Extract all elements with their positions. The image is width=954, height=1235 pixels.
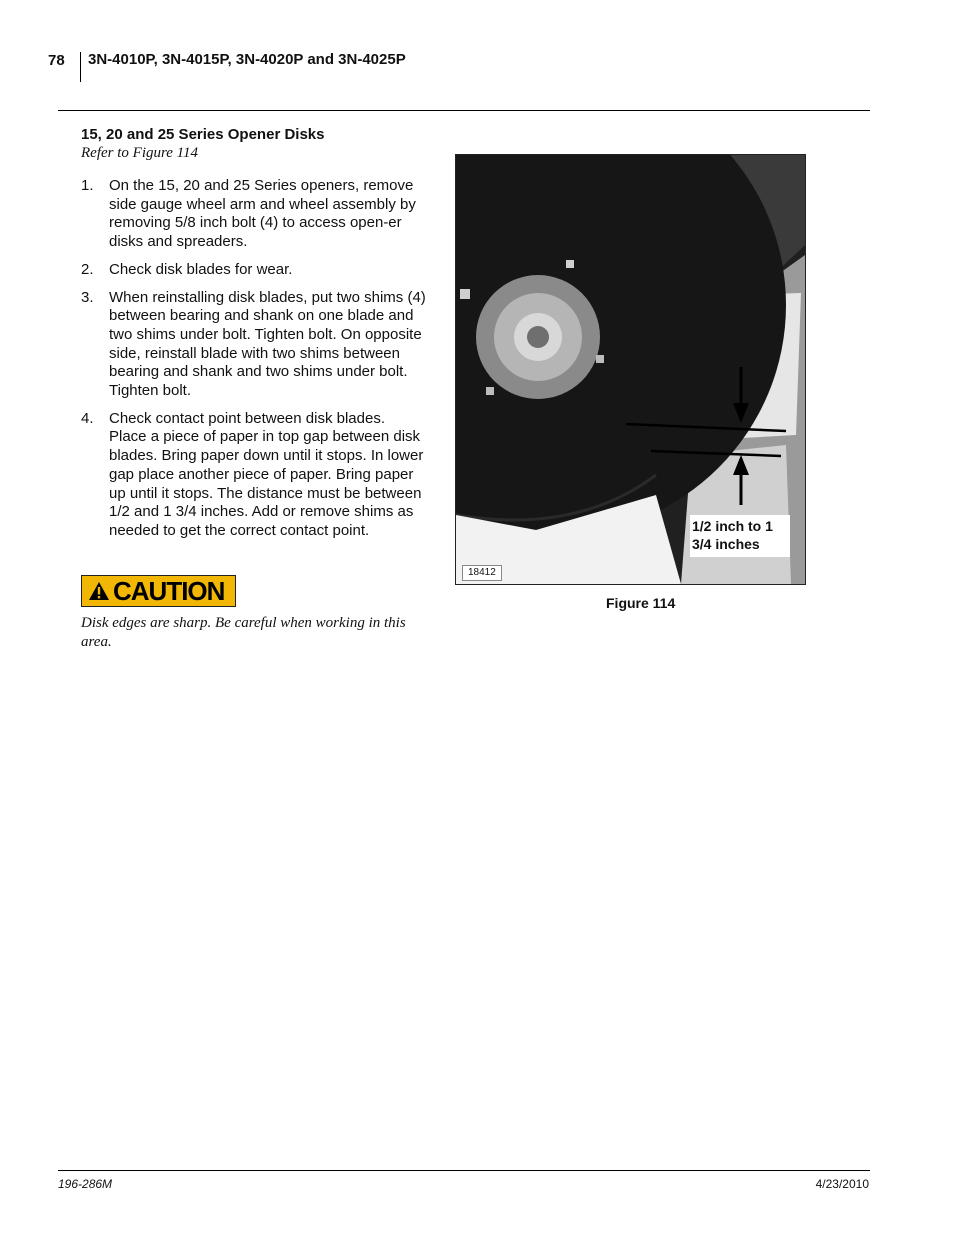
caution-message: Disk edges are sharp. Be careful when working in this area. <box>81 615 406 650</box>
page-number: 78 <box>48 52 65 69</box>
caution-badge <box>81 575 236 607</box>
step-text: Check contact point between disk blades. Place a piece of paper in top gap between disk blades. Bring paper down until it stops. In lower gap place another piece of paper. Bring paper up until it stops. The distance must be between 1/2 and 1 3/4 inches. Add or remove shims as needed to get the correct contact point. <box>109 409 424 539</box>
step-number: 1. <box>81 177 94 194</box>
header-rule <box>58 110 870 111</box>
caution-label: CAUTION <box>113 576 225 606</box>
figure-reference: Refer to Figure 114 <box>81 145 199 161</box>
document-title: 3N-4010P, 3N-4015P, 3N-4020P and 3N-4025P <box>88 51 406 68</box>
step-item <box>81 410 426 541</box>
step-text: Check disk blades for wear. <box>109 260 293 278</box>
measurement-callout: 1/2 inch to 1 3/4 inches <box>690 515 790 557</box>
footer-rule <box>58 1170 870 1171</box>
revision-date: 4/23/2010 <box>815 1177 869 1191</box>
step-item <box>81 289 426 401</box>
procedure-steps <box>81 177 426 550</box>
figure-caption: Figure 114 <box>606 595 676 611</box>
figure-photo <box>455 154 806 585</box>
document-number: 196-286M <box>58 1177 113 1191</box>
warning-triangle-icon <box>88 581 110 601</box>
step-number: 2. <box>81 260 94 278</box>
step-number: 3. <box>81 288 94 306</box>
header-divider <box>80 52 81 82</box>
photo-id-label: 18412 <box>462 565 502 581</box>
step-text: When reinstalling disk blades, put two shims (4) between bearing and shank on one blade and two shims under bolt. Tighten bolt. On opposite side, reinstall blade with two shims between bearing and shank and two shims under bolt. Tighten bolt. <box>109 288 426 400</box>
step-item <box>81 177 426 252</box>
step-text: On the 15, 20 and 25 Series openers, remove side gauge wheel arm and wheel assembly by removing 5/8 inch bolt (4) to access open-er disks and spreaders. <box>109 177 416 251</box>
section-heading: 15, 20 and 25 Series Opener Disks <box>81 126 325 143</box>
step-number: 4. <box>81 409 94 427</box>
step-item <box>81 261 426 280</box>
